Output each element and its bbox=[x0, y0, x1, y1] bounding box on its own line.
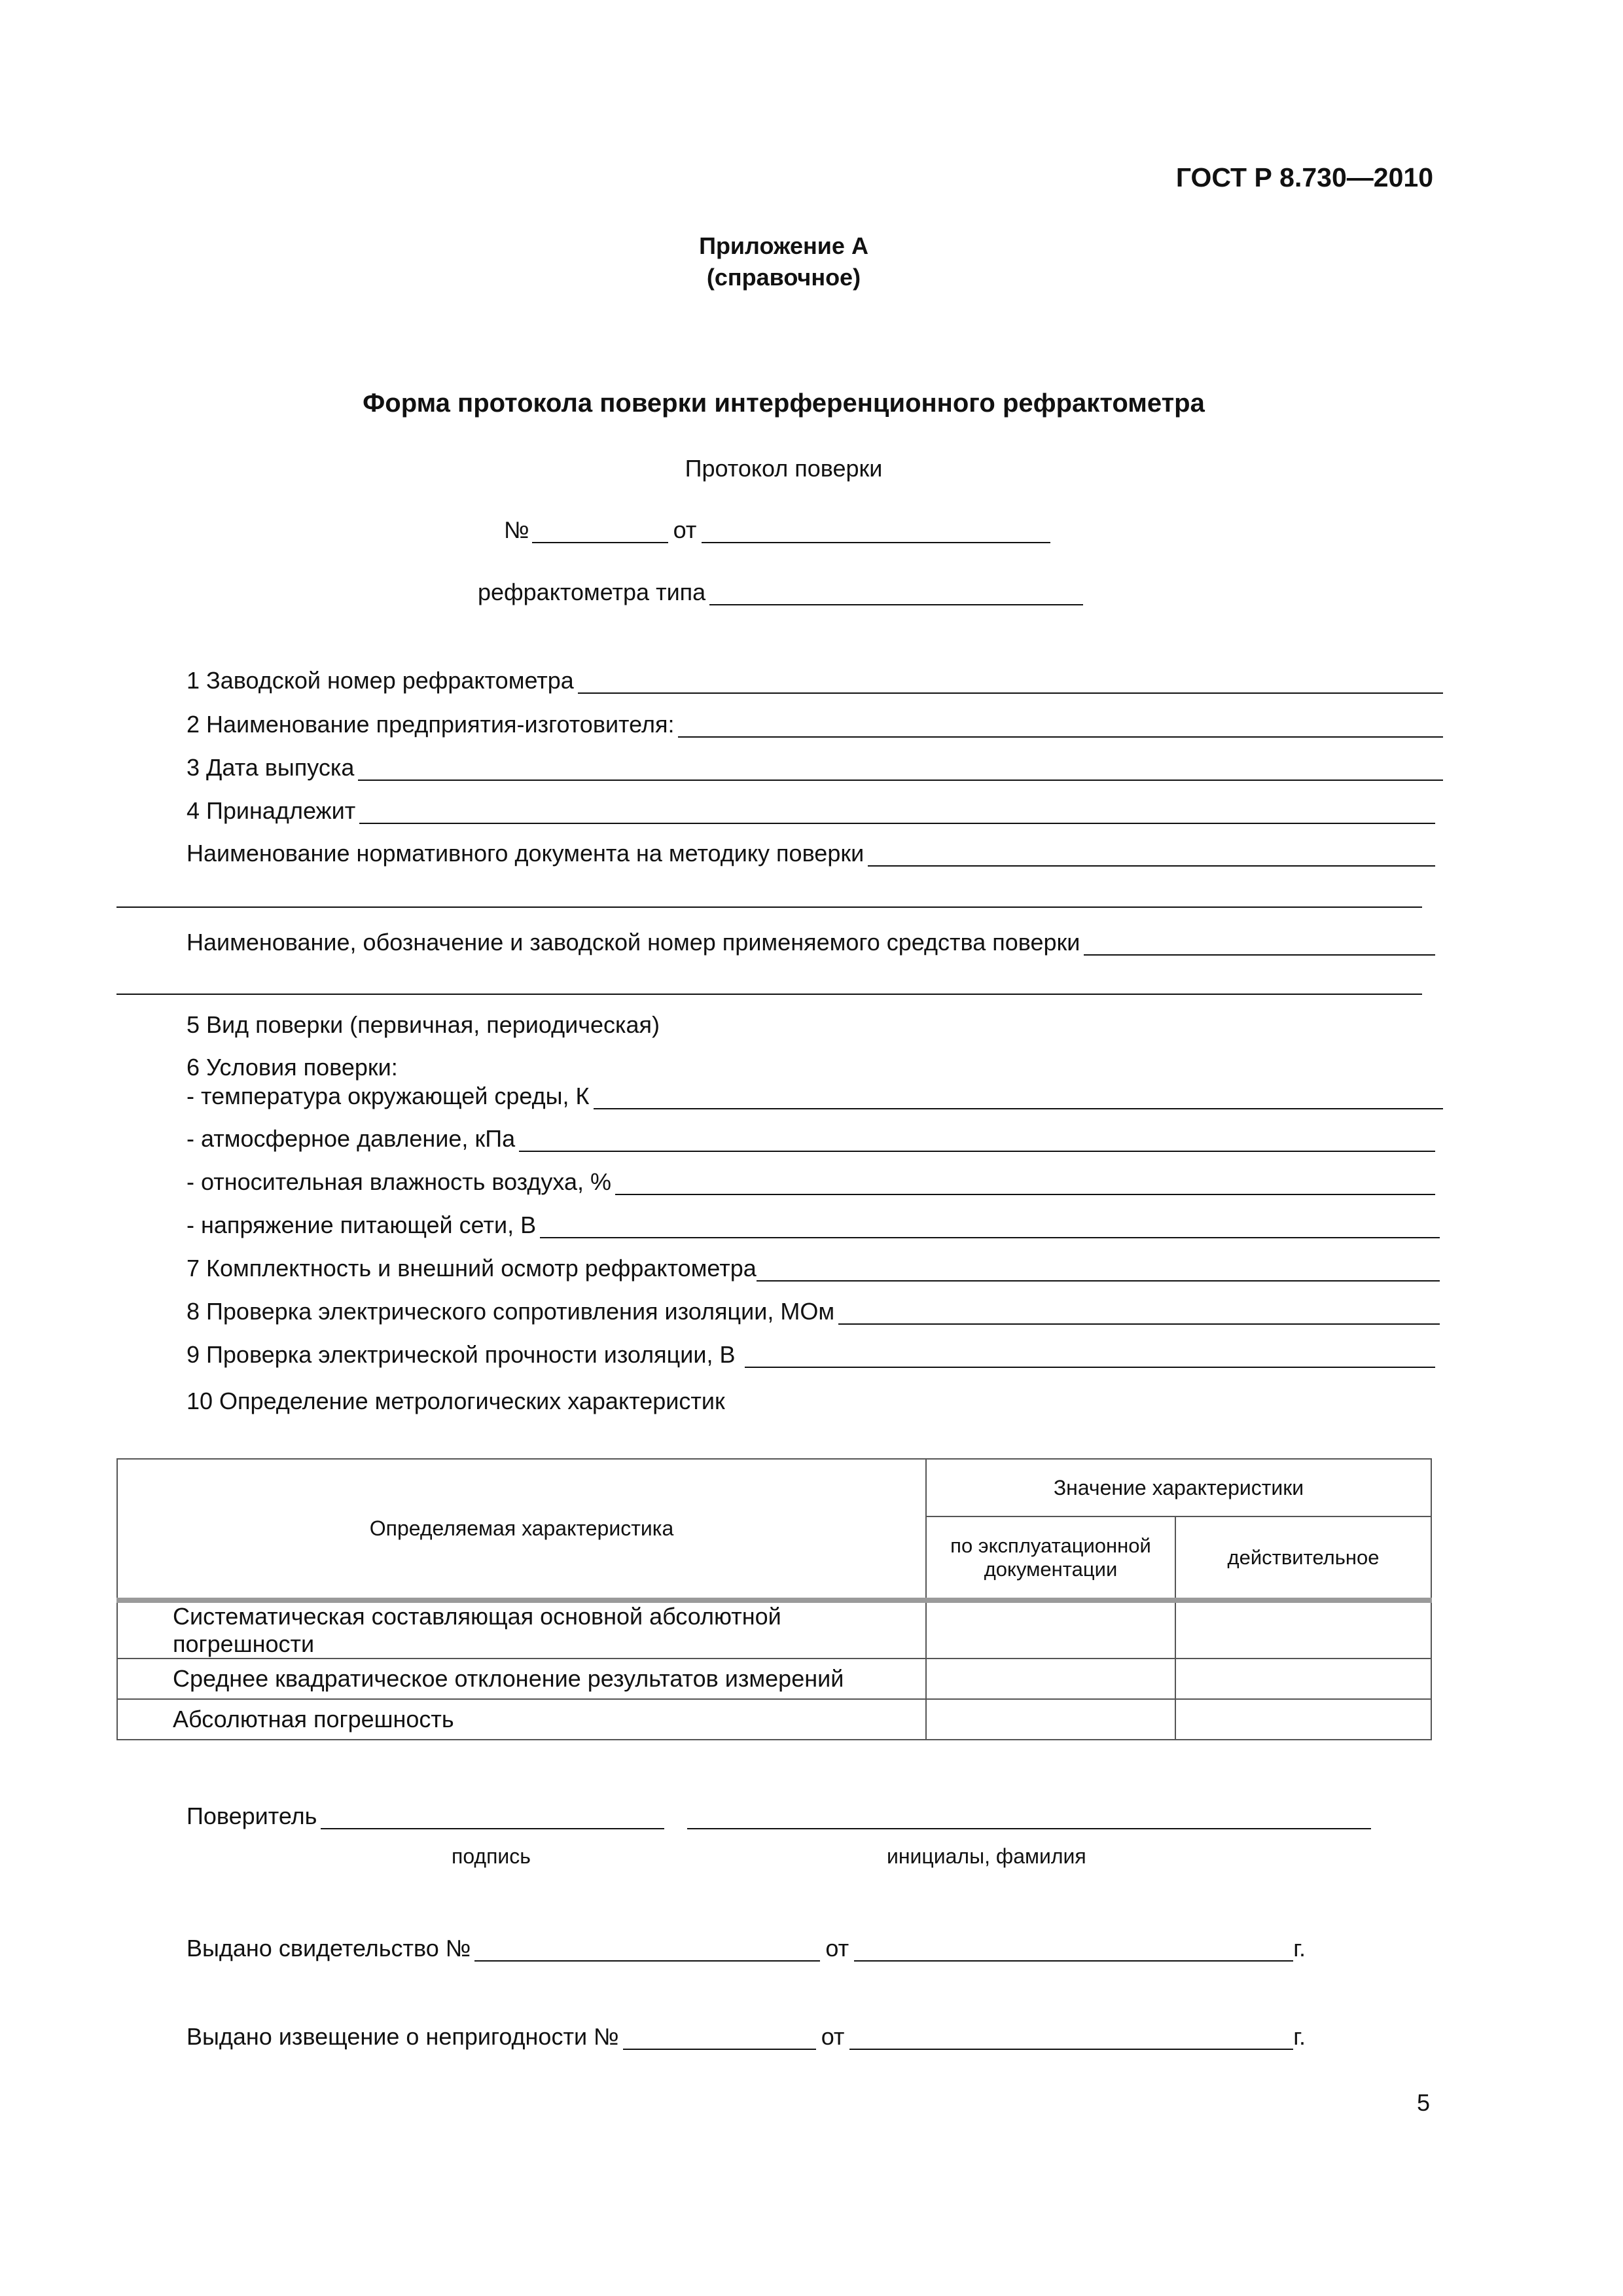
docs-value-cell[interactable] bbox=[926, 1699, 1175, 1740]
item-owner bbox=[187, 791, 1435, 824]
verifier-line bbox=[187, 1797, 664, 1829]
pressure-field[interactable] bbox=[519, 1130, 1435, 1152]
item-owner-label: 4 Принадлежит bbox=[187, 797, 356, 824]
actual-value-cell[interactable] bbox=[1175, 1699, 1431, 1740]
protocol-number-field[interactable] bbox=[532, 521, 668, 543]
characteristic-cell: Систематическая составляющая основной абсолютной погрешности bbox=[117, 1600, 926, 1659]
item-conditions: 6 Условия поверки: bbox=[187, 1054, 398, 1081]
unfitness-date-field[interactable] bbox=[849, 2028, 1293, 2050]
refractometer-type-line bbox=[478, 573, 1083, 605]
certificate-line bbox=[187, 1929, 1306, 1962]
header-docs: по эксплуатационной документации bbox=[926, 1516, 1175, 1600]
protocol-heading: Протокол поверки bbox=[685, 455, 883, 482]
verifier-signature-field[interactable] bbox=[321, 1807, 664, 1829]
serial-number-field[interactable] bbox=[578, 672, 1443, 694]
number-label: № bbox=[504, 516, 529, 543]
temperature-label: - температура окружающей среды, К bbox=[187, 1083, 590, 1109]
item-manufacturer bbox=[187, 705, 1443, 738]
verification-means-field[interactable] bbox=[1084, 933, 1435, 956]
item-manufacturer-label: 2 Наименование предприятия-изготовителя: bbox=[187, 711, 675, 738]
item-release-date bbox=[187, 748, 1443, 781]
unfitness-from-label: от bbox=[821, 2023, 845, 2050]
certificate-from-label: от bbox=[825, 1935, 849, 1962]
appendix-subtitle: (справочное) bbox=[706, 264, 861, 291]
item-insulation-strength bbox=[187, 1335, 1435, 1368]
insulation-strength-label: 9 Проверка электрической прочности изоляции, В bbox=[187, 1341, 736, 1368]
form-title: Форма протокола поверки интерференционного рефрактометра bbox=[363, 389, 1205, 418]
certificate-date-field[interactable] bbox=[854, 1939, 1293, 1962]
actual-value-cell[interactable] bbox=[1175, 1659, 1431, 1699]
condition-voltage bbox=[187, 1206, 1440, 1238]
header-actual: действительное bbox=[1175, 1516, 1431, 1600]
table-row bbox=[117, 1600, 1431, 1659]
item-serial-number bbox=[187, 661, 1443, 694]
unfitness-line bbox=[187, 2017, 1306, 2050]
condition-pressure bbox=[187, 1119, 1435, 1152]
page-number: 5 bbox=[1417, 2089, 1431, 2116]
insulation-resistance-label: 8 Проверка электрического сопротивления изоляции, МОм bbox=[187, 1298, 835, 1325]
protocol-date-field[interactable] bbox=[702, 521, 1050, 543]
verifier-name-field[interactable] bbox=[687, 1828, 1371, 1829]
item-release-date-label: 3 Дата выпуска bbox=[187, 754, 355, 781]
signature-caption: подпись bbox=[452, 1844, 531, 1868]
item-verification-type: 5 Вид поверки (первичная, периодическая) bbox=[187, 1011, 660, 1038]
voltage-field[interactable] bbox=[540, 1216, 1440, 1238]
verifier-label: Поверитель bbox=[187, 1803, 317, 1829]
unfitness-year-suffix: г. bbox=[1293, 2023, 1306, 2050]
protocol-number-line bbox=[504, 511, 1050, 543]
method-doc-continuation-line[interactable] bbox=[116, 906, 1422, 908]
release-date-field[interactable] bbox=[358, 759, 1443, 781]
method-doc-field[interactable] bbox=[868, 844, 1435, 867]
header-characteristic: Определяемая характеристика bbox=[117, 1459, 926, 1600]
manufacturer-field[interactable] bbox=[678, 715, 1443, 738]
characteristic-cell: Среднее квадратическое отклонение результатов измерений bbox=[117, 1659, 926, 1699]
from-label: от bbox=[673, 516, 697, 543]
docs-value-cell[interactable] bbox=[926, 1659, 1175, 1699]
item-completeness bbox=[187, 1249, 1440, 1282]
characteristic-cell: Абсолютная погрешность bbox=[117, 1699, 926, 1740]
completeness-label: 7 Комплектность и внешний осмотр рефрактометра bbox=[187, 1255, 757, 1282]
appendix-title: Приложение А bbox=[699, 232, 868, 259]
temperature-field[interactable] bbox=[594, 1087, 1444, 1109]
item-verification-means bbox=[187, 923, 1435, 956]
voltage-label: - напряжение питающей сети, В bbox=[187, 1211, 537, 1238]
unfitness-number-field[interactable] bbox=[623, 2028, 816, 2050]
pressure-label: - атмосферное давление, кПа bbox=[187, 1125, 516, 1152]
humidity-label: - относительная влажность воздуха, % bbox=[187, 1168, 612, 1195]
insulation-strength-field[interactable] bbox=[745, 1346, 1435, 1368]
certificate-number-field[interactable] bbox=[474, 1939, 820, 1962]
actual-value-cell[interactable] bbox=[1175, 1600, 1431, 1659]
owner-field[interactable] bbox=[359, 802, 1435, 824]
standard-code: ГОСТ Р 8.730—2010 bbox=[1175, 162, 1433, 192]
name-caption: инициалы, фамилия bbox=[887, 1844, 1086, 1868]
verification-means-continuation-line[interactable] bbox=[116, 994, 1422, 995]
certificate-label: Выдано свидетельство № bbox=[187, 1935, 471, 1962]
table-row bbox=[117, 1699, 1431, 1740]
unfitness-label: Выдано извещение о непригодности № bbox=[187, 2023, 619, 2050]
refractometer-type-label: рефрактометра типа bbox=[478, 579, 706, 605]
condition-temperature bbox=[187, 1077, 1443, 1109]
item-serial-number-label: 1 Заводской номер рефрактометра bbox=[187, 667, 574, 694]
method-doc-label: Наименование нормативного документа на методику поверки bbox=[187, 840, 865, 867]
metrology-table bbox=[116, 1458, 1432, 1740]
item-metrology: 10 Определение метрологических характеристик bbox=[187, 1388, 725, 1414]
humidity-field[interactable] bbox=[615, 1173, 1435, 1195]
header-value: Значение характеристики bbox=[926, 1459, 1431, 1516]
insulation-resistance-field[interactable] bbox=[838, 1302, 1440, 1325]
condition-humidity bbox=[187, 1162, 1435, 1195]
docs-value-cell[interactable] bbox=[926, 1600, 1175, 1659]
item-method-doc bbox=[187, 834, 1435, 867]
completeness-field[interactable] bbox=[757, 1259, 1440, 1282]
refractometer-type-field[interactable] bbox=[709, 583, 1083, 605]
item-insulation-resistance bbox=[187, 1292, 1440, 1325]
verification-means-label: Наименование, обозначение и заводской номер применяемого средства поверки bbox=[187, 929, 1080, 956]
certificate-year-suffix: г. bbox=[1293, 1935, 1306, 1962]
table-row bbox=[117, 1659, 1431, 1699]
